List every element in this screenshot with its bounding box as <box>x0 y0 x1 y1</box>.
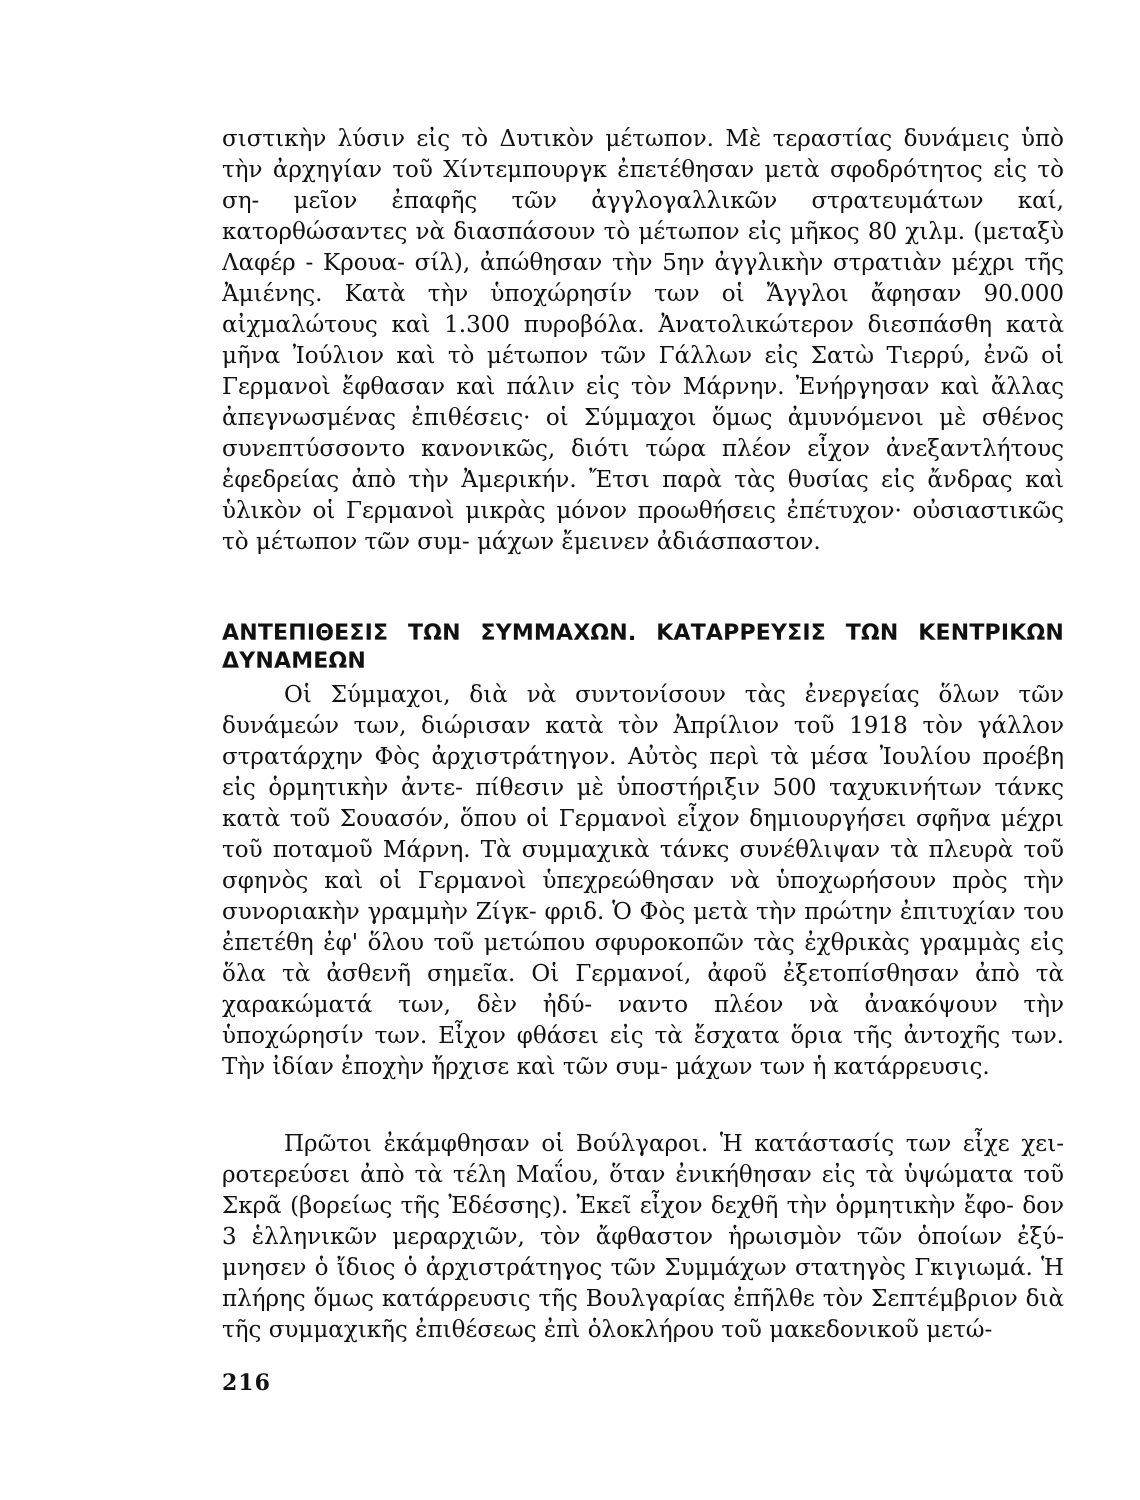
section-heading: ΑΝΤΕΠΙΘΕΣΙΣ ΤΩΝ ΣΥΜΜΑΧΩΝ. ΚΑΤΑΡΡΕΥΣΙΣ ΤΩΝ ΚΕΝΤΡΙΚΩΝ ΔΥΝΑΜΕΩΝ <box>222 621 1064 674</box>
page-number: 216 <box>222 1370 271 1396</box>
paragraph-1-text: σιστικὴν λύσιν εἰς τὸ Δυτικὸν μέτωπον. Μὲ τεραστίας δυνάμεις ὑπὸ τὴν ἀρχηγίαν τοῦ Χίντεμπουργκ ἐπετέθησαν μετὰ σφοδρότητος εἰς τὸ ση- μεῖον ἐπαφῆς τῶν ἀγγλογαλλικῶν στρατευμάτων καί, κατορθώσαντες νὰ διασπάσουν τὸ μέτωπον εἰς μῆκος 80 χιλμ. (μεταξὺ Λαφέρ - Κρουα- σίλ), ἀπώθησαν τὴν 5ην ἀγγλικὴν στρατιὰν μέχρι τῆς Ἀμιένης. Κατὰ τὴν ὑποχώρησίν των οἱ Ἄγγλοι ἄφησαν 90.000 αἰχμαλώτους καὶ 1.300 πυροβόλα. Ἀνατολικώτερον διεσπάσθη κατὰ μῆνα Ἰούλιον καὶ τὸ μέτωπον τῶν Γάλλων εἰς Σατὼ Τιερρύ, ἐνῶ οἱ Γερμανοὶ ἔφθασαν καὶ πάλιν εἰς τὸν Μάρνην. Ἐνήργησαν καὶ ἄλλας ἀπεγνωσμένας ἐπιθέσεις· οἱ Σύμμαχοι ὅμως ἀμυνόμενοι μὲ σθένος συνεπτύσσοντο κανονικῶς, διότι τώρα πλέον εἶχον ἀνεξαντλήτους ἐφεδρείας ἀπὸ τὴν Ἀμερικήν. Ἔτσι παρὰ τὰς θυσίας εἰς ἄνδρας καὶ ὑλικὸν οἱ Γερμανοὶ μικρὰς μόνον προωθήσεις ἐπέτυχον· οὐσιαστικῶς τὸ μέτωπον τῶν συμ- μάχων ἔμεινεν ἀδιάσπαστον. <box>222 126 1064 555</box>
paragraph-2-text: Οἱ Σύμμαχοι, διὰ νὰ συντονίσουν τὰς ἐνεργείας ὅλων τῶν δυνάμεών των, διώρισαν κατὰ τὸν Ἀπρίλιον τοῦ 1918 τὸν γάλλον στρατάρχην Φὸς ἀρχιστράτηγον. Αὐτὸς περὶ τὰ μέσα Ἰουλίου προέβη εἰς ὁρμητικὴν ἀντε- πίθεσιν μὲ ὑποστήριξιν 500 ταχυκινήτων τάνκς κατὰ τοῦ Σουασόν, ὅπου οἱ Γερμανοὶ εἶχον δημιουργήσει σφῆνα μέχρι τοῦ ποταμοῦ Μάρνη. Τὰ συμμαχικὰ τάνκς συνέθλιψαν τὰ πλευρὰ τοῦ σφηνὸς καὶ οἱ Γερμανοὶ ὑπεχρεώθησαν νὰ ὑποχωρήσουν πρὸς τὴν συνοριακὴν γραμμὴν Ζίγκ- φριδ. Ὁ Φὸς μετὰ τὴν πρώτην ἐπιτυχίαν του ἐπετέθη ἐφ' ὅλου τοῦ μετώπου σφυροκοπῶν τὰς ἐχθρικὰς γραμμὰς εἰς ὅλα τὰ ἀσθενῆ σημεῖα. Οἱ Γερμανοί, ἀφοῦ ἐξετοπίσθησαν ἀπὸ τὰ χαρακώματά των, δὲν ἠδύ- ναντο πλέον νὰ ἀνακόψουν τὴν ὑποχώρησίν των. Εἶχον φθάσει εἰς τὰ ἔσχατα ὅρια τῆς ἀντοχῆς των. Τὴν ἰδίαν ἐποχὴν ἤρχισε καὶ τῶν συμ- μάχων των ἡ κατάρρευσις. <box>222 682 1064 1080</box>
paragraph-3-text: Πρῶτοι ἐκάμφθησαν οἱ Βούλγαροι. Ἡ κατάστασίς των εἶχε χει- ροτερεύσει ἀπὸ τὰ τέλη Μαΐου, ὅταν ἐνικήθησαν εἰς τὰ ὑψώματα τοῦ Σκρᾶ (βορείως τῆς Ἐδέσσης). Ἐκεῖ εἶχον δεχθῆ τὴν ὁρμητικὴν ἔφο- δον 3 ἑλληνικῶν μεραρχιῶν, τὸν ἄφθαστον ἡρωισμὸν τῶν ὁποίων ἐξύ- μνησεν ὁ ἴδιος ὁ ἀρχιστράτηγος τῶν Συμμάχων στατηγὸς Γκιγιωμά. Ἡ πλήρης ὅμως κατάρρευσις τῆς Βουλγαρίας ἐπῆλθε τὸν Σεπτέμβριον διὰ τῆς συμμαχικῆς ἐπιθέσεως ἐπὶ ὁλοκλήρου τοῦ μακεδονικοῦ μετώ- <box>222 1131 1064 1343</box>
paragraph-2 <box>222 680 1064 1083</box>
paragraph-3 <box>222 1129 1064 1346</box>
paragraph-1 <box>222 124 1064 558</box>
